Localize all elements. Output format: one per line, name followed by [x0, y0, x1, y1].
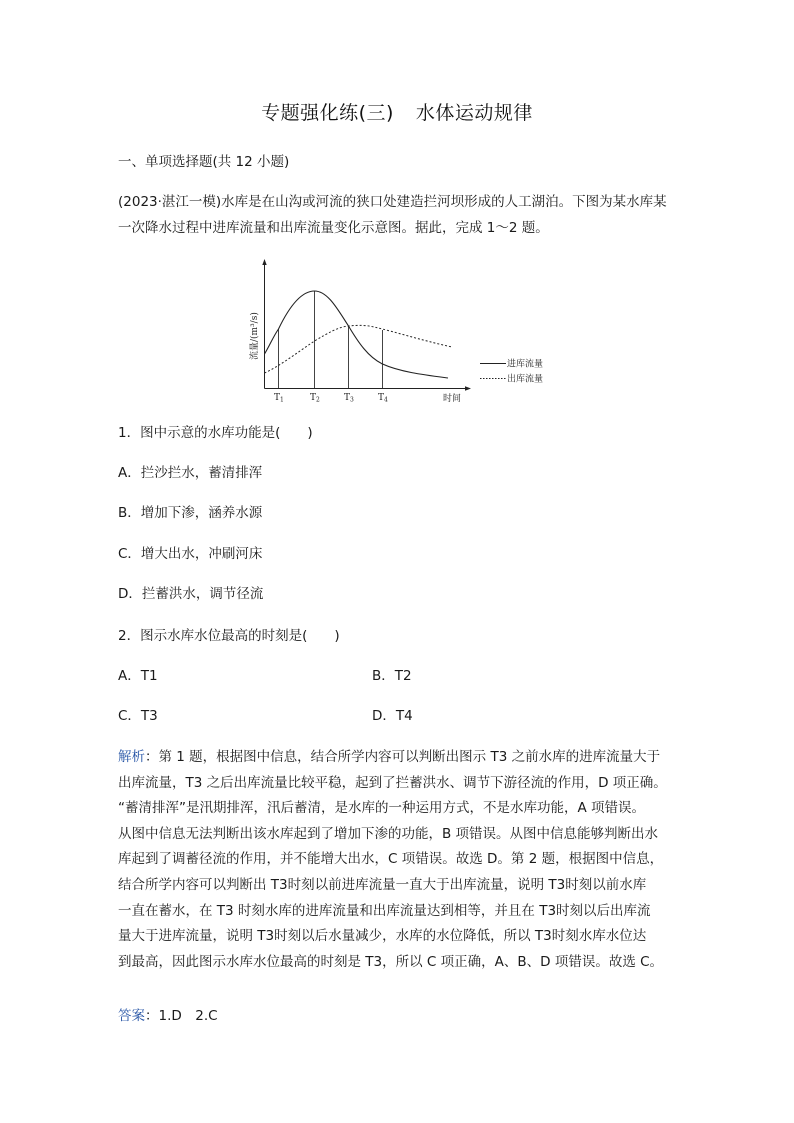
analysis-text: 第 1 题，根据图中信息，结合所学内容可以判断出图示 T3 之前水库的进库流量大于 — [158, 749, 661, 765]
y-axis-label: 流量/(m³/s) — [250, 312, 260, 360]
page-title — [0, 98, 794, 125]
analysis-line: 库起到了调蓄径流的作用，并不能增大出水，C 项错误。故选 D。第 2 题，根据图中信息， — [118, 851, 664, 868]
x-tick-labels — [274, 393, 388, 404]
analysis-line: “蓄清排浑”是汛期排浑，汛后蓄清，是水库的一种运用方式，不是水库功能，A 项错误。 — [118, 800, 646, 817]
flow-chart — [240, 255, 560, 410]
x-axis-label: 时间 — [443, 394, 462, 404]
chart-legend — [480, 358, 543, 385]
question-2-option-b: B．T2 — [372, 668, 412, 684]
title-subject: 水体运动规律 — [415, 102, 533, 124]
answer-label: 答案 — [118, 1008, 145, 1024]
question-2-option-c: C．T3 — [118, 708, 158, 724]
answer-value: 1.D 2.C — [158, 1008, 218, 1024]
analysis-line — [118, 745, 688, 771]
analysis-line: 一直在蓄水，在 T3 时刻水库的进库流量和出库流量达到相等，并且在 T3时刻以后出库流 — [118, 902, 651, 919]
intro-line-2: 一次降水过程中进库流量和出库流量变化示意图。据此，完成 1～2 题。 — [118, 220, 549, 236]
question-1-stem: 1．图中示意的水库功能是( ) — [118, 425, 313, 441]
question-1-option-a: A．拦沙拦水，蓄清排浑 — [118, 465, 263, 481]
title-topic: 专题强化练(三) — [261, 102, 394, 124]
analysis-line: 结合所学内容可以判断出 T3时刻以前进库流量一直大于出库流量，说明 T3时刻以前水库 — [118, 876, 647, 893]
inflow-curve — [265, 291, 449, 378]
x-axis-arrow-icon — [465, 386, 471, 390]
analysis-line: 从图中信息无法判断出该水库起到了增加下渗的功能，B 项错误。从图中信息能够判断出水 — [118, 825, 659, 842]
analysis-block — [118, 745, 688, 975]
answer-line — [118, 1006, 218, 1026]
tick-t4: T4 — [378, 393, 388, 404]
analysis-line: 到最高，因此图示水库水位最高的时刻是 T3，所以 C 项正确，A、B、D 项错误。故选 C。 — [118, 953, 664, 970]
analysis-label: 解析 — [118, 749, 145, 765]
analysis-line: 出库流量，T3 之后出库流量比较平稳，起到了拦蓄洪水、调节下游径流的作用，D 项正确。 — [118, 774, 667, 791]
t-marker-lines — [279, 291, 383, 388]
question-1-option-c: C．增大出水，冲刷河床 — [118, 546, 263, 562]
answer-colon: ： — [145, 1008, 159, 1024]
tick-t3: T3 — [344, 393, 354, 404]
question-2-stem: 2．图示水库水位最高的时刻是( ) — [118, 628, 340, 644]
analysis-line: 量大于进库流量，说明 T3时刻以后水量减少，水库的水位降低，所以 T3时刻水库水位达 — [118, 928, 647, 945]
section-heading: 一、单项选择题(共 12 小题) — [118, 154, 290, 170]
outflow-curve — [265, 325, 453, 373]
tick-t1: T1 — [274, 393, 284, 404]
legend-inflow-label: 进库流量 — [507, 359, 544, 370]
chart-axes — [265, 262, 468, 389]
legend-outflow-label: 出库流量 — [507, 374, 544, 385]
analysis-colon: ： — [145, 749, 159, 765]
intro-line-1: (2023·湛江一模)水库是在山沟或河流的狭口处建造拦河坝形成的人工湖泊。下图为某水库某 — [118, 194, 667, 210]
question-1-option-b: B．增加下渗，涵养水源 — [118, 505, 263, 521]
question-2-option-d: D．T4 — [372, 708, 413, 724]
tick-t2: T2 — [310, 393, 320, 404]
question-2-option-a: A．T1 — [118, 668, 158, 684]
question-1-option-d: D．拦蓄洪水，调节径流 — [118, 586, 264, 602]
y-axis-arrow-icon — [262, 259, 266, 265]
